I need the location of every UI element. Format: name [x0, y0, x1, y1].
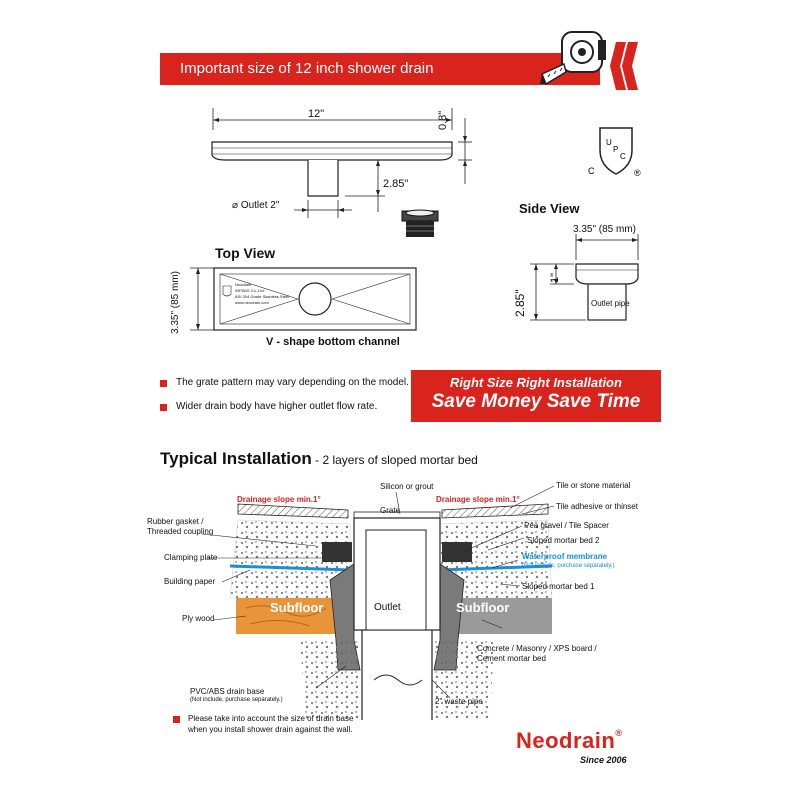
top-view-title: Top View	[215, 245, 276, 261]
subfloor-right-label: Subfloor	[456, 600, 510, 615]
outlet-dim-label: Outlet 2"	[240, 200, 280, 211]
installation-subtitle: - 2 layers of sloped mortar bed	[311, 453, 478, 467]
concrete-line-1: Concrete / Masonry / XPS board /	[477, 644, 597, 653]
side-view-top-dim: 3.35" (85 mm)	[573, 224, 637, 235]
diameter-icon: ⌀	[232, 200, 239, 211]
brand-line: Neodrain	[235, 282, 252, 287]
brand-name: Neodrain	[516, 728, 616, 753]
brand-reg: ®	[615, 728, 623, 738]
width-dim-label: 12"	[308, 108, 325, 120]
membrane-note: (Not include, purchase separately.)	[522, 563, 615, 569]
brand-line: ASI 304 Grade Stainless Steel	[235, 294, 290, 299]
grate-label: Grate	[380, 506, 401, 515]
cupc-cert-icon	[586, 118, 648, 184]
side-view-drawing	[530, 232, 670, 352]
install-note-line-1: Please take into account the size of drain base	[188, 714, 354, 723]
outlet-label: Outlet	[374, 602, 401, 613]
slogan-line-2: Save Money Save Time	[431, 391, 641, 412]
install-note	[188, 713, 353, 735]
banner-title: Important size of 12 inch shower drain	[180, 60, 434, 77]
side-dim-285: 2.85"	[513, 289, 527, 317]
cert-u: U	[606, 138, 612, 147]
slope-left: Drainage slope min.1°	[237, 495, 321, 504]
side-view-title: Side View	[519, 201, 580, 216]
silicon-label: Silicon or grout	[380, 482, 434, 491]
top-view-drawing	[186, 262, 426, 340]
concrete-label	[477, 644, 597, 664]
neodrain-logo	[516, 728, 623, 754]
slogan-box	[411, 370, 661, 422]
building-paper-label: Building paper	[164, 577, 216, 586]
clamping-plate-label: Clamping plate	[164, 553, 218, 562]
outlet-pipe-label: Outlet pipe	[591, 299, 630, 308]
sloped-bed-2-label: Sloped mortar bed 2	[527, 536, 600, 545]
tape-measure-icon	[532, 22, 642, 94]
side-dim-1: 1"	[549, 272, 561, 283]
tile-material-label: Tile or stone material	[556, 481, 631, 490]
waste-pipe-label: 2" waste pipe	[435, 697, 483, 706]
sloped-bed-1-label: Sloped mortar bed 1	[522, 582, 595, 591]
installation-title-main: Typical Installation	[160, 449, 312, 468]
ply-wood-label: Ply wood	[182, 614, 215, 623]
v-shape-label: V - shape bottom channel	[266, 336, 400, 348]
slogan-line-1: Right Size Right Installation	[450, 375, 622, 390]
cert-c: C	[620, 152, 626, 161]
membrane-label: Waterproof membrane	[522, 552, 608, 561]
cert-c-left: C	[588, 166, 595, 176]
brand-line: www.neodrain.com	[235, 300, 269, 305]
cert-r: ®	[634, 168, 641, 178]
bullet-text-2: Wider drain body have higher outlet flow rate.	[176, 401, 378, 412]
rubber-gasket-line-2: Threaded coupling	[147, 527, 214, 536]
depth-dim-label: 2.85"	[383, 178, 409, 190]
brand-line: INFINIG Co.,Ltd.	[235, 288, 265, 293]
pvc-note: (Not include, purchase separately.)	[190, 697, 283, 703]
bullet-icon	[160, 380, 167, 387]
subfloor-left-label: Subfloor	[270, 600, 324, 615]
outlet-dim	[232, 200, 279, 211]
brand-since: Since 2006	[580, 755, 627, 765]
cert-p: P	[613, 145, 619, 154]
tile-adhesive-label: Tile adhesive or thinset	[556, 502, 638, 511]
threaded-coupling-icon	[398, 205, 442, 241]
bullet-text-1: The grate pattern may vary depending on the model.	[176, 377, 409, 388]
slope-right: Drainage slope min.1°	[436, 495, 520, 504]
bullet-icon	[173, 716, 180, 723]
pvc-base-label: PVC/ABS drain base	[190, 687, 265, 696]
rubber-gasket-line-1: Rubber gasket /	[147, 517, 204, 526]
installation-cross-section	[150, 480, 660, 720]
rubber-gasket-label	[147, 517, 213, 537]
pea-gravel-label: Pea gravel / Tile Spacer	[524, 521, 609, 530]
top-view-side-dim: 3.35" (85 mm)	[170, 270, 181, 334]
top-view-brand-text	[235, 282, 289, 306]
concrete-line-2: Cement mortar bed	[477, 654, 546, 663]
bullet-icon	[160, 404, 167, 411]
height-dim-label: 0.8"	[437, 110, 449, 130]
installation-title	[160, 449, 478, 469]
install-note-line-2: when you install shower drain against the wall.	[188, 725, 353, 734]
